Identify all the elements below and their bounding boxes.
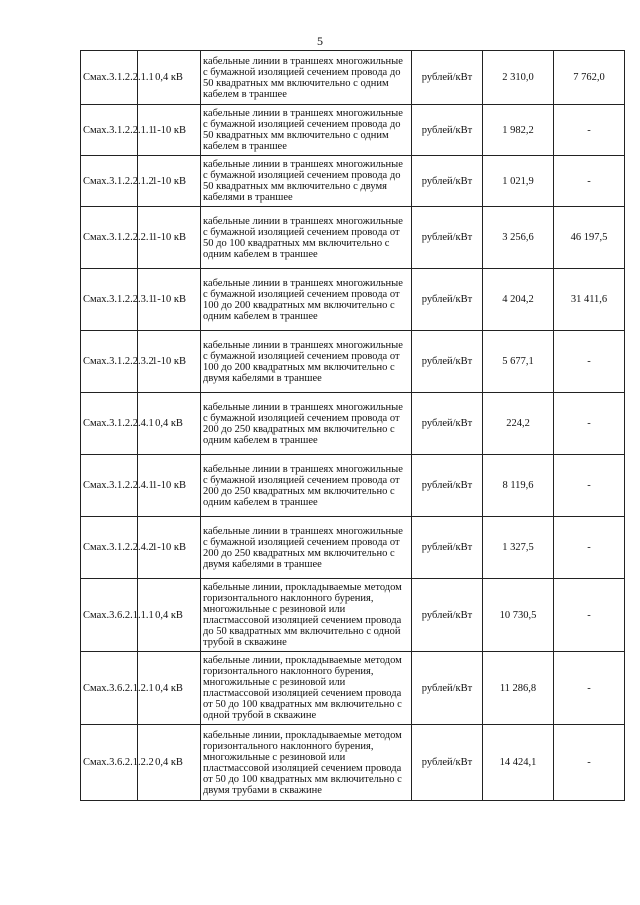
row-code: Смах.3.1.2.2.4.1 (81, 393, 138, 455)
table-row (81, 207, 625, 269)
row-value-2: 46 197,5 (554, 207, 625, 269)
row-code: Смах.3.1.2.2.1.1 (81, 51, 138, 105)
row-voltage: 1-10 кВ (138, 517, 201, 579)
row-voltage: 0,4 кВ (138, 579, 201, 652)
row-unit: рублей/кВт (412, 725, 483, 801)
row-value-2: - (554, 725, 625, 801)
row-code: Смах.3.1.2.2.4.1 (81, 455, 138, 517)
row-unit: рублей/кВт (412, 207, 483, 269)
row-unit: рублей/кВт (412, 455, 483, 517)
row-unit: рублей/кВт (412, 331, 483, 393)
table-row (81, 455, 625, 517)
row-description: кабельные линии в траншеях многожильные с бумажной изоляцией сечением провода до 50 квадратных мм включительно с одним кабелем в траншее (201, 51, 412, 105)
row-unit: рублей/кВт (412, 517, 483, 579)
row-value-2: - (554, 517, 625, 579)
row-value-1: 5 677,1 (483, 331, 554, 393)
table-row (81, 652, 625, 725)
row-voltage: 1-10 кВ (138, 207, 201, 269)
table-row (81, 269, 625, 331)
row-voltage: 0,4 кВ (138, 393, 201, 455)
row-value-1: 1 982,2 (483, 105, 554, 156)
row-value-2: - (554, 579, 625, 652)
row-voltage: 1-10 кВ (138, 269, 201, 331)
row-value-1: 10 730,5 (483, 579, 554, 652)
row-value-1: 1 021,9 (483, 156, 554, 207)
row-description: кабельные линии, прокладываемые методом горизонтального наклонного бурения, многожильные с резиновой или пластмассовой изоляцией сечением провода до 50 квадратных мм включительно с одной трубой в скважине (201, 579, 412, 652)
row-value-1: 8 119,6 (483, 455, 554, 517)
row-value-2: - (554, 393, 625, 455)
row-value-2: - (554, 455, 625, 517)
table-row (81, 579, 625, 652)
tariff-table (80, 50, 625, 801)
row-description: кабельные линии в траншеях многожильные с бумажной изоляцией сечением провода от 100 до 200 квадратных мм включительно с одним кабелем в траншее (201, 269, 412, 331)
table-row (81, 393, 625, 455)
row-unit: рублей/кВт (412, 393, 483, 455)
row-description: кабельные линии в траншеях многожильные с бумажной изоляцией сечением провода от 200 до 250 квадратных мм включительно с одним кабелем в траншее (201, 455, 412, 517)
row-description: кабельные линии в траншеях многожильные с бумажной изоляцией сечением провода от 200 до 250 квадратных мм включительно с одним кабелем в траншее (201, 393, 412, 455)
row-voltage: 1-10 кВ (138, 455, 201, 517)
row-description: кабельные линии в траншеях многожильные с бумажной изоляцией сечением провода до 50 квадратных мм включительно с двумя кабелями в траншее (201, 156, 412, 207)
row-description: кабельные линии, прокладываемые методом горизонтального наклонного бурения, многожильные с резиновой или пластмассовой изоляцией сечением провода от 50 до 100 квадратных мм включительно с двумя трубами в скважине (201, 725, 412, 801)
row-value-2: - (554, 331, 625, 393)
table-row (81, 517, 625, 579)
table-row (81, 156, 625, 207)
row-voltage: 0,4 кВ (138, 725, 201, 801)
table-row (81, 51, 625, 105)
row-unit: рублей/кВт (412, 652, 483, 725)
row-code: Смах.3.1.2.2.4.2 (81, 517, 138, 579)
row-value-1: 11 286,8 (483, 652, 554, 725)
table-row (81, 725, 625, 801)
row-unit: рублей/кВт (412, 51, 483, 105)
row-code: Смах.3.1.2.2.3.2 (81, 331, 138, 393)
row-code: Смах.3.6.2.1.2.1 (81, 652, 138, 725)
row-description: кабельные линии в траншеях многожильные с бумажной изоляцией сечением провода от 50 до 100 квадратных мм включительно с одним кабелем в траншее (201, 207, 412, 269)
row-code: Смах.3.1.2.2.3.1 (81, 269, 138, 331)
row-description: кабельные линии в траншеях многожильные с бумажной изоляцией сечением провода от 100 до 200 квадратных мм включительно с двумя кабелями в траншее (201, 331, 412, 393)
row-description: кабельные линии в траншеях многожильные с бумажной изоляцией сечением провода от 200 до 250 квадратных мм включительно с двумя кабелями в траншее (201, 517, 412, 579)
row-code: Смах.3.1.2.2.1.1 (81, 105, 138, 156)
row-value-1: 224,2 (483, 393, 554, 455)
row-description: кабельные линии, прокладываемые методом горизонтального наклонного бурения, многожильные с резиновой или пластмассовой изоляцией сечением провода от 50 до 100 квадратных мм включительно с одной трубой в скважине (201, 652, 412, 725)
row-code: Смах.3.6.2.1.1.1 (81, 579, 138, 652)
row-value-1: 3 256,6 (483, 207, 554, 269)
row-value-2: - (554, 156, 625, 207)
page-number: 5 (317, 34, 323, 48)
row-value-2: - (554, 652, 625, 725)
table-row (81, 105, 625, 156)
row-unit: рублей/кВт (412, 105, 483, 156)
row-voltage: 1-10 кВ (138, 105, 201, 156)
row-unit: рублей/кВт (412, 156, 483, 207)
row-code: Смах.3.1.2.2.1.2 (81, 156, 138, 207)
row-value-2: 31 411,6 (554, 269, 625, 331)
row-description: кабельные линии в траншеях многожильные с бумажной изоляцией сечением провода до 50 квадратных мм включительно с одним кабелем в траншее (201, 105, 412, 156)
row-value-1: 1 327,5 (483, 517, 554, 579)
row-code: Смах.3.1.2.2.2.1 (81, 207, 138, 269)
row-unit: рублей/кВт (412, 579, 483, 652)
row-value-2: 7 762,0 (554, 51, 625, 105)
row-code: Смах.3.6.2.1.2.2 (81, 725, 138, 801)
table-row (81, 331, 625, 393)
row-voltage: 0,4 кВ (138, 652, 201, 725)
row-voltage: 1-10 кВ (138, 331, 201, 393)
row-voltage: 1-10 кВ (138, 156, 201, 207)
row-unit: рублей/кВт (412, 269, 483, 331)
row-value-1: 4 204,2 (483, 269, 554, 331)
row-value-1: 2 310,0 (483, 51, 554, 105)
row-value-1: 14 424,1 (483, 725, 554, 801)
row-voltage: 0,4 кВ (138, 51, 201, 105)
row-value-2: - (554, 105, 625, 156)
